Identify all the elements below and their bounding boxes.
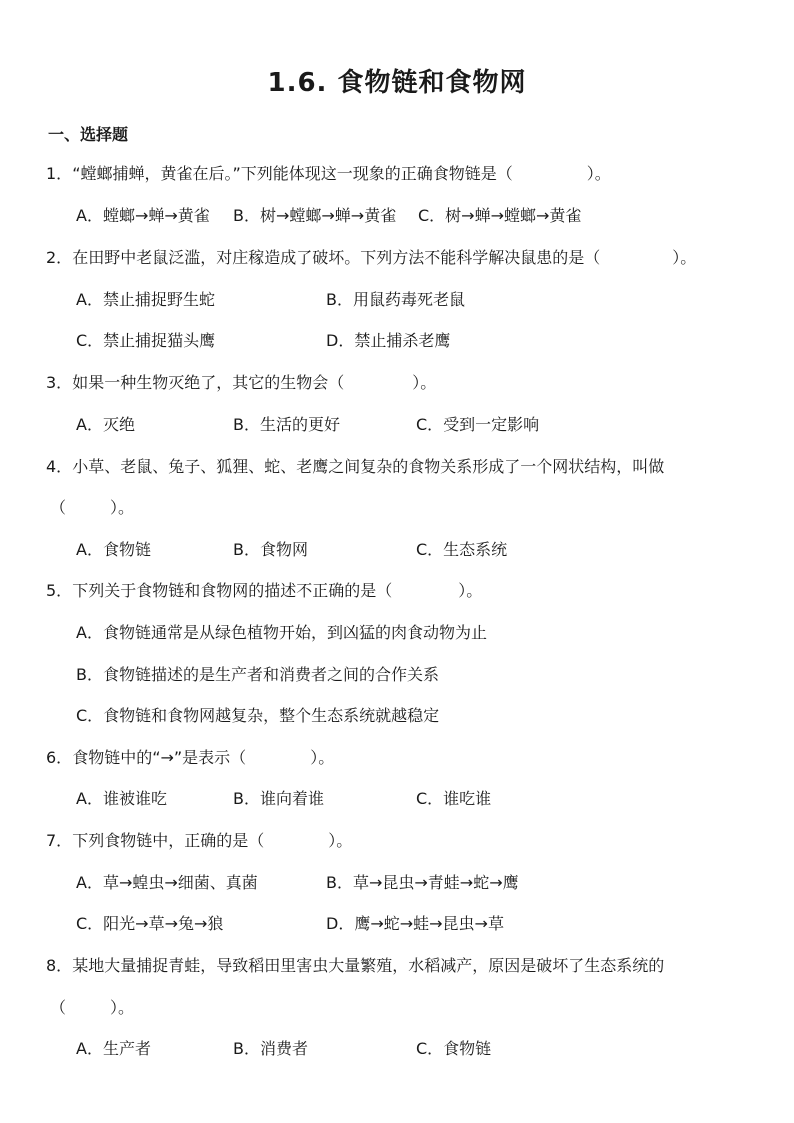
question-number: 4． — [46, 457, 73, 476]
option-a[interactable]: A．食物链通常是从绿色植物开始，到凶猛的肉食动物为止 — [76, 623, 487, 642]
section-heading: 一、选择题 — [48, 125, 129, 144]
option-c[interactable]: C．谁吃谁 — [416, 789, 492, 808]
question-text: 下列食物链中，正确的是（ — [72, 831, 265, 850]
option-b[interactable]: B．食物网 — [233, 540, 308, 559]
question-suffix: ）。 — [586, 164, 611, 183]
option-a[interactable]: A．螳螂→蝉→黄雀 — [76, 206, 210, 225]
question-5 — [46, 581, 482, 601]
question-text: 小草、老鼠、兔子、狐狸、蛇、老鹰之间复杂的食物关系形成了一个网状结构，叫做 — [72, 457, 665, 476]
question-text: （ — [50, 998, 67, 1017]
option-c[interactable]: C．食物链和食物网越复杂，整个生态系统就越稳定 — [76, 706, 440, 725]
question-suffix: ）。 — [110, 998, 135, 1017]
option-b[interactable]: B．消费者 — [233, 1039, 308, 1058]
question-text: （ — [50, 498, 67, 517]
option-b[interactable]: B．树→螳螂→蝉→黄雀 — [233, 206, 397, 225]
option-a[interactable]: A．谁被谁吃 — [76, 789, 167, 808]
question-text: 食物链中的“→”是表示（ — [72, 748, 247, 767]
question-number: 5． — [46, 581, 73, 600]
question-number: 1． — [46, 164, 73, 183]
option-b[interactable]: B．生活的更好 — [233, 415, 340, 434]
question-6 — [46, 748, 334, 768]
option-d[interactable]: D．禁止捕杀老鹰 — [326, 331, 451, 350]
option-d[interactable]: D．鹰→蛇→蛙→昆虫→草 — [326, 914, 504, 933]
option-a[interactable]: A．灭绝 — [76, 415, 135, 434]
question-text: “螳螂捕蝉，黄雀在后。”下列能体现这一现象的正确食物链是（ — [72, 164, 513, 183]
question-number: 2． — [46, 248, 73, 267]
option-a[interactable]: A．草→蝗虫→细菌、真菌 — [76, 873, 258, 892]
option-b[interactable]: B．谁向着谁 — [233, 789, 324, 808]
question-suffix: ）。 — [110, 498, 135, 517]
question-4 — [46, 457, 664, 477]
question-text: 如果一种生物灭绝了，其它的生物会（ — [72, 373, 345, 392]
option-a[interactable]: A．生产者 — [76, 1039, 151, 1058]
option-c[interactable]: C．阳光→草→兔→狼 — [76, 914, 224, 933]
question-text: 某地大量捕捉青蛙，导致稻田里害虫大量繁殖，水稻减产，原因是破坏了生态系统的 — [72, 956, 665, 975]
page-title: 1.6. 食物链和食物网 — [267, 68, 527, 98]
question-suffix: ）。 — [310, 748, 335, 767]
question-number: 7． — [46, 831, 73, 850]
question-suffix: ）。 — [672, 248, 697, 267]
option-a[interactable]: A．禁止捕捉野生蛇 — [76, 290, 215, 309]
question-suffix: ）。 — [458, 581, 483, 600]
question-number: 3． — [46, 373, 73, 392]
option-c[interactable]: C．生态系统 — [416, 540, 508, 559]
option-a[interactable]: A．食物链 — [76, 540, 151, 559]
question-1 — [46, 164, 611, 184]
option-c[interactable]: C．食物链 — [416, 1039, 492, 1058]
question-number: 6． — [46, 748, 73, 767]
question-text: 下列关于食物链和食物网的描述不正确的是（ — [72, 581, 393, 600]
option-c[interactable]: C．树→蝉→螳螂→黄雀 — [418, 206, 582, 225]
question-4-continued — [50, 498, 134, 518]
question-suffix: ）。 — [328, 831, 353, 850]
question-2 — [46, 248, 696, 268]
question-suffix: ）。 — [412, 373, 437, 392]
question-3 — [46, 373, 436, 393]
question-8-continued — [50, 998, 134, 1018]
question-number: 8． — [46, 956, 73, 975]
option-b[interactable]: B．草→昆虫→青蛙→蛇→鹰 — [326, 873, 519, 892]
question-text: 在田野中老鼠泛滥，对庄稼造成了破坏。下列方法不能科学解决鼠患的是（ — [72, 248, 601, 267]
option-b[interactable]: B．用鼠药毒死老鼠 — [326, 290, 465, 309]
question-7 — [46, 831, 352, 851]
option-c[interactable]: C．禁止捕捉猫头鹰 — [76, 331, 216, 350]
question-8 — [46, 956, 664, 976]
option-b[interactable]: B．食物链描述的是生产者和消费者之间的合作关系 — [76, 665, 439, 684]
option-c[interactable]: C．受到一定影响 — [416, 415, 540, 434]
